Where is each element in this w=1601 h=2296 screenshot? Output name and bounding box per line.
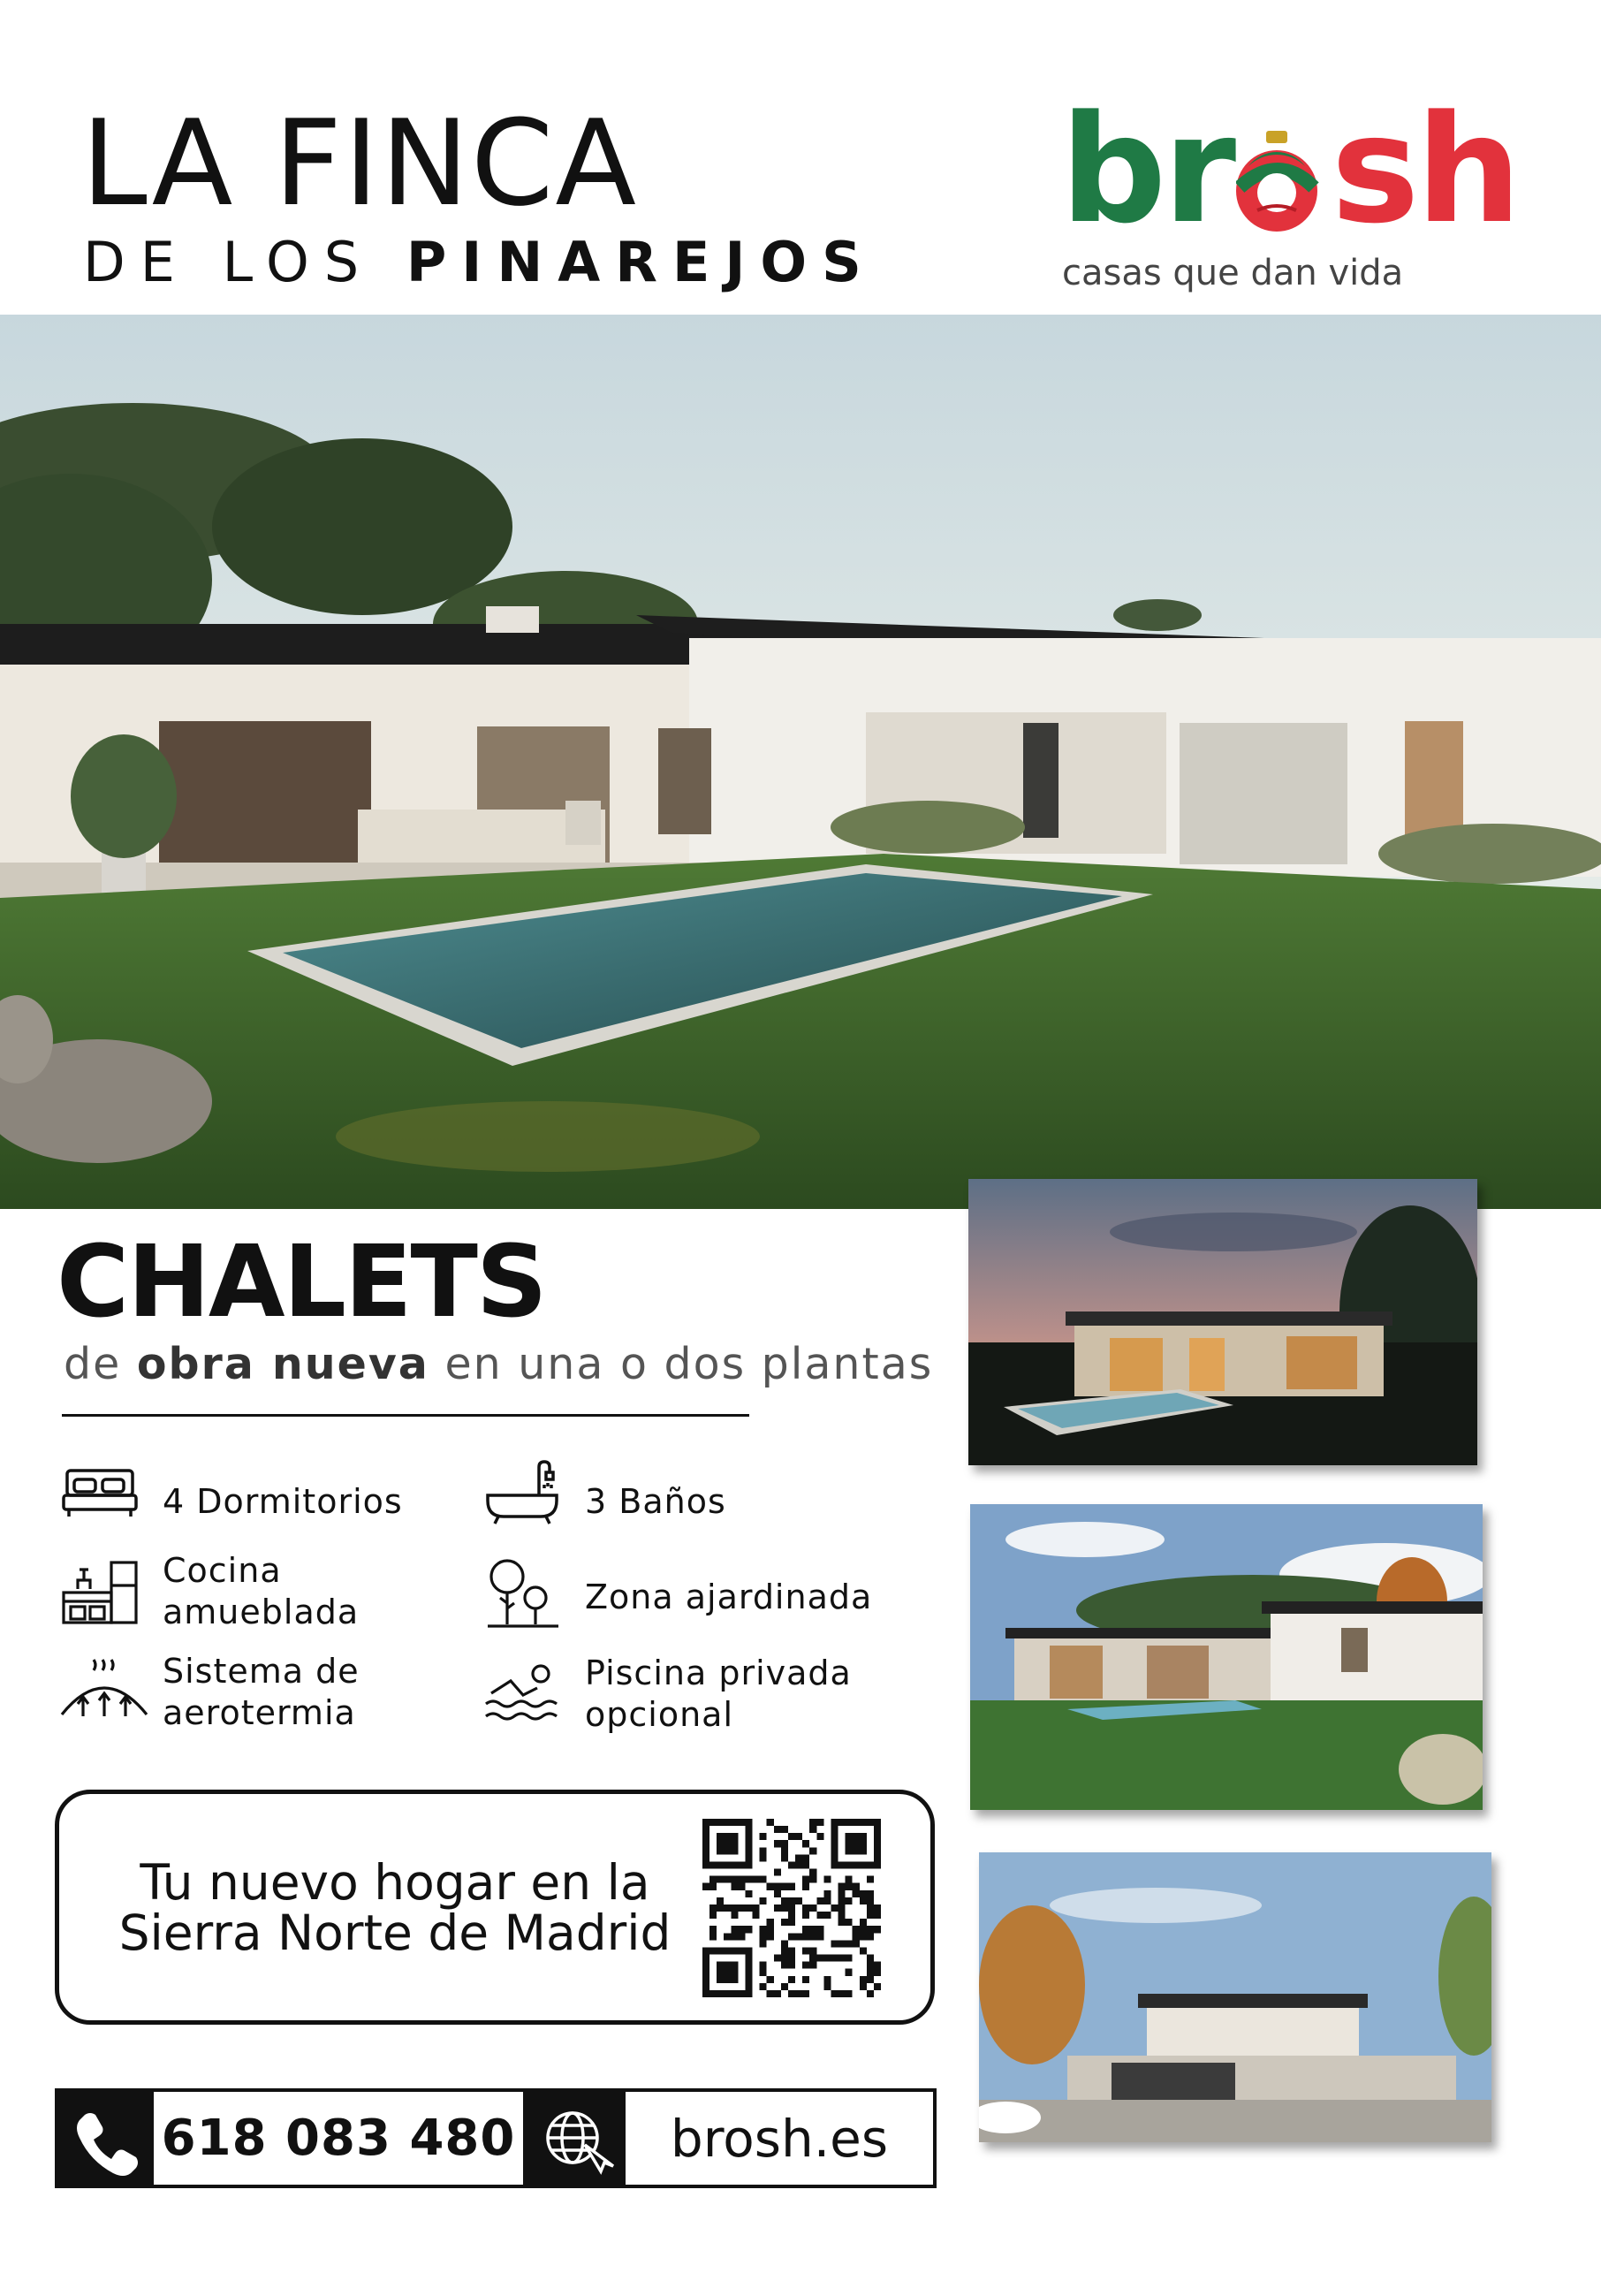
- feature-kitchen-line1: Cocina: [163, 1551, 282, 1590]
- feature-heating: [163, 1651, 360, 1734]
- brosh-logo[interactable]: [1060, 83, 1519, 308]
- feature-heating-line2: aerotermia: [163, 1693, 356, 1732]
- cta-text: [95, 1854, 695, 1961]
- cta-line-1: Tu nuevo hogar en la: [140, 1854, 650, 1911]
- subheadline: [64, 1339, 933, 1389]
- website-link[interactable]: brosh.es: [670, 2108, 889, 2169]
- headline: CHALETS: [57, 1225, 546, 1340]
- feature-bathrooms-text: 3 Baños: [585, 1482, 726, 1521]
- feature-heating-line1: Sistema de: [163, 1652, 360, 1691]
- globe-cursor-icon: [527, 2092, 626, 2185]
- subheadline-bold: obra nueva: [136, 1339, 429, 1389]
- feature-bedrooms-text: 4 Dormitorios: [163, 1482, 403, 1521]
- feature-bedrooms: [163, 1481, 403, 1523]
- subheadline-pre: de: [64, 1339, 137, 1389]
- feature-kitchen: [163, 1550, 359, 1633]
- feature-pool-line1: Piscina privada: [585, 1654, 852, 1692]
- cta-line-2: Sierra Norte de Madrid: [118, 1904, 672, 1961]
- subheadline-post: en una o dos plantas: [429, 1339, 934, 1389]
- heating-icon: [58, 1658, 140, 1732]
- render-day-image: [970, 1504, 1483, 1810]
- logo-ornament-o: [1233, 95, 1331, 244]
- kitchen-icon: [60, 1554, 141, 1628]
- render-dusk-image: [968, 1179, 1477, 1465]
- feature-pool: [585, 1653, 852, 1736]
- hero-render-image: [0, 315, 1601, 1209]
- qr-code-icon[interactable]: [702, 1819, 881, 1997]
- divider-rule: [62, 1414, 749, 1417]
- garden-icon: [486, 1557, 567, 1631]
- ornament-icon: [1236, 131, 1321, 239]
- logo-sh: sh: [1331, 83, 1519, 256]
- logo-br: br: [1060, 83, 1233, 256]
- render-street-image: [979, 1852, 1491, 2142]
- pool-icon: [482, 1661, 564, 1736]
- title-line-2-bold: PINAREJOS: [406, 230, 876, 294]
- title-line-2-light: DE LOS: [83, 230, 375, 294]
- cta-box: [55, 1790, 935, 2025]
- feature-garden-text: Zona ajardinada: [585, 1578, 873, 1616]
- phone-number[interactable]: 618 083 480: [161, 2110, 516, 2167]
- logo-tagline: casas que dan vida: [1062, 253, 1404, 293]
- title-line-1: LA FINCA: [81, 95, 639, 232]
- bathtub-icon: [484, 1460, 565, 1534]
- bed-icon: [62, 1465, 143, 1540]
- title-line-2: [83, 230, 876, 294]
- contact-bar: [55, 2088, 937, 2188]
- feature-pool-line2: opcional: [585, 1695, 733, 1734]
- feature-kitchen-line2: amueblada: [163, 1593, 360, 1631]
- phone-icon: [58, 2092, 154, 2185]
- feature-garden: [585, 1577, 872, 1618]
- feature-bathrooms: [585, 1481, 726, 1523]
- logo-wordmark: [1060, 83, 1519, 256]
